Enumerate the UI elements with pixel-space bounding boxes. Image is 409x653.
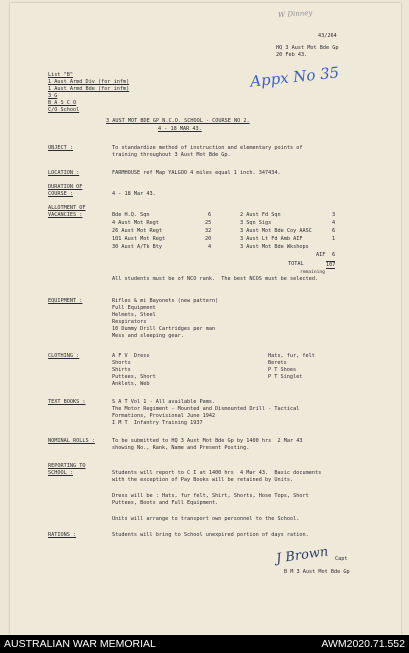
clothing-item: A F V Dress xyxy=(112,353,150,359)
duration-text: 4 - 18 Mar 43. xyxy=(112,191,156,197)
distribution-line: C/O School xyxy=(48,107,80,113)
section-label-object: OBJECT : xyxy=(48,145,73,151)
signature: J Brown xyxy=(275,544,330,567)
signatory-rank: Capt xyxy=(335,556,348,562)
clothing-item: Shorts xyxy=(112,360,131,366)
allotment-unit: AIF xyxy=(316,252,326,258)
section-label-duration: DURATION OF xyxy=(48,184,83,190)
clothing-item: P T Shoes xyxy=(268,367,297,373)
allotment-count: 4 xyxy=(332,220,336,226)
allotment-count: 1 xyxy=(332,236,336,242)
section-label-reporting: REPORTING TO xyxy=(48,463,86,469)
clothing-item: Berets xyxy=(268,360,287,366)
allotment-unit: 3 Aust Mot Bde Wkshops xyxy=(240,244,309,250)
section-label-duration: COURSE : xyxy=(48,191,73,197)
allotment-unit: 3 Aust Lt Fd Amb AIF xyxy=(240,236,303,242)
section-label-location: LOCATION : xyxy=(48,170,80,176)
allotment-count: 25 xyxy=(205,220,212,226)
allotment-unit: 30 Aust A/Tk Bty xyxy=(112,244,162,250)
equipment-item: 10 Dummy Drill Cartridges per man xyxy=(112,326,216,332)
allotment-unit: 2 Aust Fd Sqn xyxy=(240,212,281,218)
equipment-item: Rifles & mi Bayonets (new pattern) xyxy=(112,298,219,304)
section-label-text-books: TEXT BOOKS : xyxy=(48,399,86,405)
distribution-line: List "B" xyxy=(48,72,73,78)
appendix-annotation: Appx No 35 xyxy=(249,63,340,91)
distribution-line: 1 Aust Armd Bde (for infm) xyxy=(48,86,130,92)
allotment-count: 32 xyxy=(205,228,212,234)
allotment-unit: 3 Sqn Sigs xyxy=(240,220,272,226)
text-books-item: The Motor Regiment - Mounted and Dismounted Drill - Tactical xyxy=(112,406,300,412)
clothing-item: Anklets, Web xyxy=(112,381,150,387)
distribution-line: B A S C O xyxy=(48,100,77,106)
section-label-allotment: ALLOTMENT OF xyxy=(48,205,86,211)
document-title: 3 AUST MOT BDE GP N.C.O. SCHOOL - COURSE NO 2. xyxy=(106,118,250,124)
allotment-total: 107 xyxy=(326,262,336,268)
allotment-count: 6 xyxy=(332,228,336,234)
allotment-unit: 4 Aust Mot Regt xyxy=(112,220,159,226)
section-label-nominal-rolls: NOMINAL ROLLS : xyxy=(48,438,95,444)
issue-date: 20 Feb 43. xyxy=(276,52,308,58)
text-books-item: I M T Infantry Training 1937 xyxy=(112,420,203,426)
reporting-text: Students will report to C I at 1400 hrs 4 Mar 43. Basic documents xyxy=(112,470,322,476)
reporting-text: Dress will be : Hats, fur felt, Shirt, Shorts, Hose Tops, Short xyxy=(112,493,309,499)
clothing-item: Shirts xyxy=(112,367,131,373)
signatory-title: B M 3 Aust Mot Bde Gp xyxy=(284,569,350,575)
footer-institution: AUSTRALIAN WAR MEMORIAL xyxy=(4,638,156,650)
nominal-rolls-text: To be submitted to HQ 3 Aust Mot Bde Gp by 1400 hrs 2 Mar 43 xyxy=(112,438,303,444)
section-label-reporting: SCHOOL : xyxy=(48,470,73,476)
clothing-item: Hats, fur, felt xyxy=(268,353,315,359)
allotment-count: 20 xyxy=(205,236,212,242)
allotment-count: 3 xyxy=(332,212,336,218)
document-page xyxy=(10,3,401,635)
footer-accession-number: AWM2020.71.552 xyxy=(321,638,405,650)
reporting-text: with the exception of Pay Books will be retained by Units. xyxy=(112,477,294,483)
distribution-line: 1 Aust Armd Div (for infm) xyxy=(48,79,130,85)
section-label-allotment: VACANCIES : xyxy=(48,212,83,218)
equipment-item: Full Equipment xyxy=(112,305,156,311)
archive-footer xyxy=(0,635,409,653)
section-label-rations: RATIONS : xyxy=(48,532,77,538)
pencil-annotation: W Dinney xyxy=(277,8,313,20)
allotment-count: 6 xyxy=(332,252,336,258)
section-label-clothing: CLOTHING : xyxy=(48,353,80,359)
file-reference: 43/264 xyxy=(318,33,337,39)
allotment-unit: Bde H.Q. Sqn xyxy=(112,212,150,218)
object-text: training throughout 3 Aust Mot Bde Gp. xyxy=(112,152,231,158)
course-dates: 4 - 18 MAR 43. xyxy=(158,126,202,132)
distribution-line: 3 G xyxy=(48,93,58,99)
allotment-unit: 3 Aust Mot Bde Coy AASC xyxy=(240,228,312,234)
allotment-note: All students must be of NCO rank. The best NCOS must be selected. xyxy=(112,276,319,282)
equipment-item: Respirators xyxy=(112,319,147,325)
text-books-item: S A T Vol 1 - All available Pams. xyxy=(112,399,216,405)
rations-text: Students will bring to School unexpired portion of days ration. xyxy=(112,532,309,538)
clothing-item: P T Singlet xyxy=(268,374,303,380)
allotment-unit: 101 Aust Mot Regt xyxy=(112,236,166,242)
reporting-text: Puttees, Boots and Full Equipment. xyxy=(112,500,219,506)
text-books-item: Formations, Provisional June 1942 xyxy=(112,413,216,419)
nominal-rolls-text: showing No., Rank, Name and Present Posting. xyxy=(112,445,250,451)
object-text: To standardize method of instruction and elementary points of xyxy=(112,145,303,151)
allotment-note-insert: remaining xyxy=(300,270,325,275)
location-text: FARMHOUSE ref Map YALGOO 4 miles equal 1 inch. 347434. xyxy=(112,170,281,176)
equipment-item: Helmets, Steel xyxy=(112,312,156,318)
allotment-count: 4 xyxy=(208,244,212,250)
reporting-text: Units will arrange to transport own personnel to the School. xyxy=(112,516,300,522)
allotment-count: 6 xyxy=(208,212,212,218)
issuing-hq: HQ 3 Aust Mot Bde Gp xyxy=(276,45,339,51)
allotment-total-label: TOTAL xyxy=(288,261,304,267)
equipment-item: Mess and sleeping gear. xyxy=(112,333,184,339)
clothing-item: Puttees, Short xyxy=(112,374,156,380)
section-label-equipment: EQUIPMENT : xyxy=(48,298,83,304)
allotment-unit: 26 Aust Mot Regt xyxy=(112,228,162,234)
